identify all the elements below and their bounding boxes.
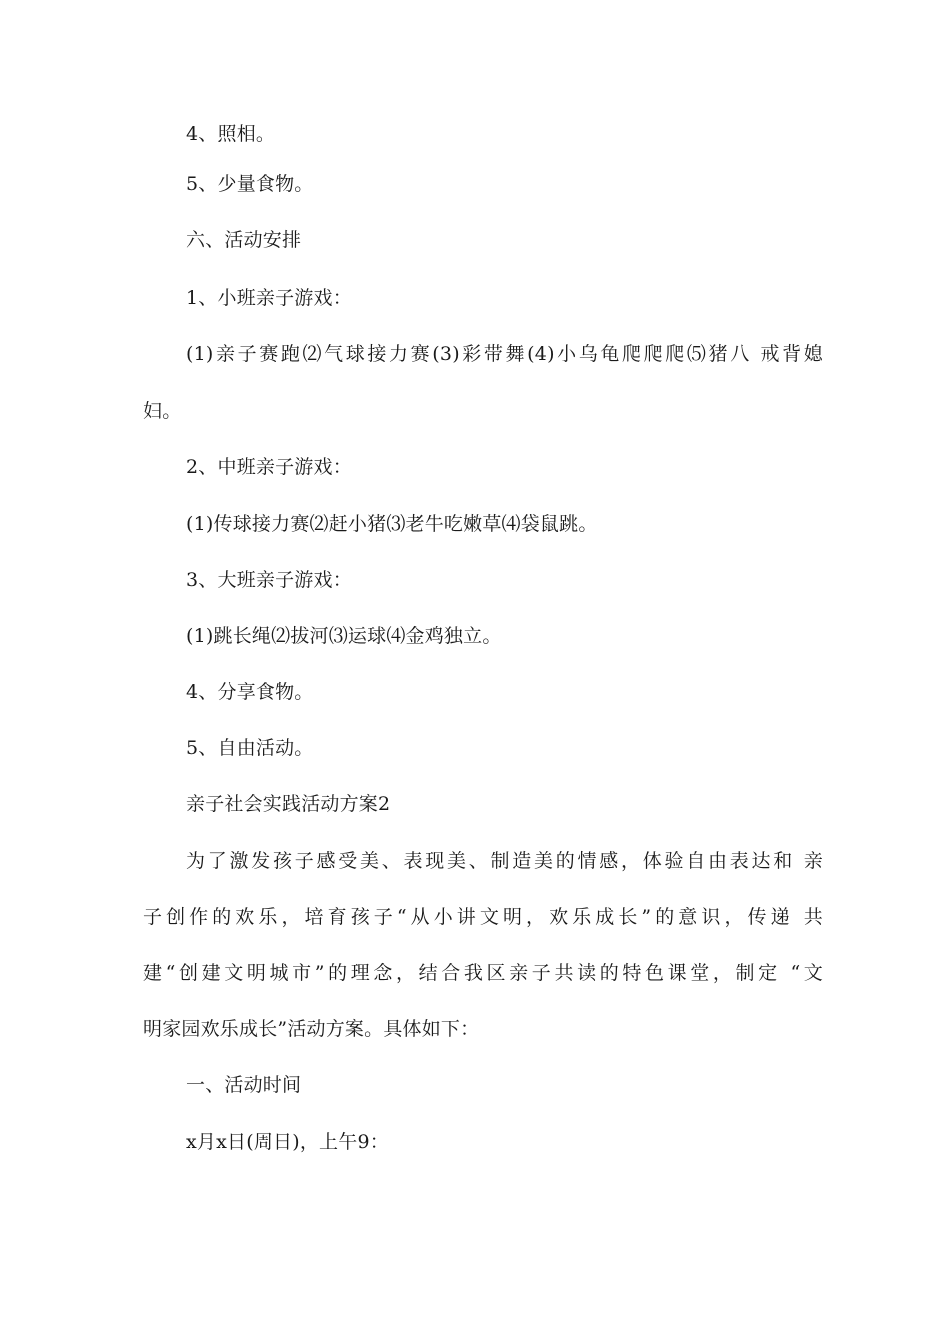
list-item-big-class: 3、大班亲子游戏： xyxy=(186,569,352,591)
paragraph-intro-line-2: 子创作的欢乐，培育孩子“从小讲文明，欢乐成长”的意识，传递 共 xyxy=(143,906,823,928)
section-heading-time: 一、活动时间 xyxy=(186,1074,302,1096)
document-subtitle: 亲子社会实践活动方案2 xyxy=(186,793,391,815)
list-item-food: 5、少量食物。 xyxy=(186,173,314,195)
list-item-photo: 4、照相。 xyxy=(186,123,276,145)
paragraph-big-class-games: (1)跳长绳⑵拔河⑶运球⑷金鸡独立。 xyxy=(186,625,502,647)
paragraph-intro-line-4: 明家园欢乐成长”活动方案。具体如下： xyxy=(143,1018,480,1040)
list-item-share-food: 4、分享食物。 xyxy=(186,681,314,703)
paragraph-intro-line-1: 为了激发孩子感受美、表现美、制造美的情感，体验自由表达和 亲 xyxy=(186,850,823,872)
section-heading-arrangement: 六、活动安排 xyxy=(186,229,302,251)
paragraph-small-class-games-cont: 妇。 xyxy=(143,400,182,422)
list-item-small-class: 1、小班亲子游戏： xyxy=(186,287,352,309)
list-item-middle-class: 2、中班亲子游戏： xyxy=(186,456,352,478)
paragraph-intro-line-3: 建“创建文明城市”的理念，结合我区亲子共读的特色课堂，制定 “文 xyxy=(143,962,823,984)
paragraph-small-class-games: (1)亲子赛跑⑵气球接力赛(3)彩带舞(4)小乌龟爬爬爬⑸猪八 戒背媳 xyxy=(186,343,823,365)
list-item-free-activity: 5、自由活动。 xyxy=(186,737,314,759)
paragraph-time: x月x日(周日)，上午9： xyxy=(186,1131,389,1153)
paragraph-middle-class-games: (1)传球接力赛⑵赶小猪⑶老牛吃嫩草⑷袋鼠跳。 xyxy=(186,513,598,535)
